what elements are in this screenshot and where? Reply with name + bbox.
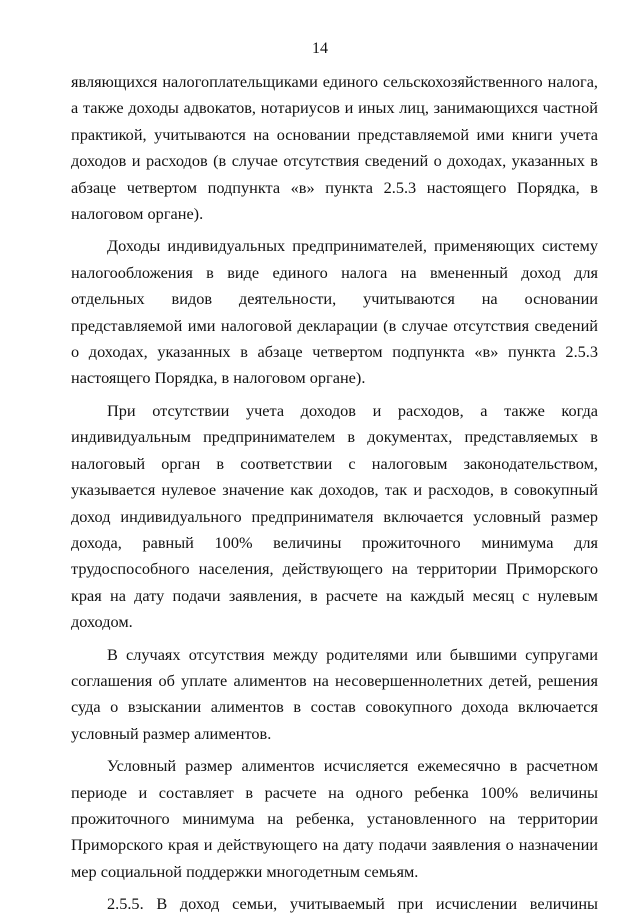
paragraph-alimony-absence: В случаях отсутствия между родителями или бывшими супругами соглашения об уплате алиментов на несовершеннолетних детей, решения суда о взыскании алиментов в состав совокупного дохода включается условный размер алиментов. <box>71 644 598 743</box>
paragraph-zero-income: При отсутствии учета доходов и расходов, а также когда индивидуальным предпринимателем в документах, представляемых в налоговый орган в соответствии с налоговым законодательством, указывается нулевое значение как доходов, так и расходов, в совокупный доход индивидуального предпринимателя включается условный размер дохода, равный 100% величины прожиточного минимума для трудоспособного населения, действующего на территории Приморского края на дату подачи заявления, в расчете на каждый месяц с нулевым доходом. <box>71 400 598 632</box>
document-body <box>71 69 598 924</box>
paragraph-alimony-size: Условный размер алиментов исчисляется ежемесячно в расчетном периоде и составляет в расчете на одного ребенка 100% величины прожиточного минимума на ребенка, установленного на территории Приморского края и действующего на дату подачи заявления о назначении мер социальной поддержки многодетным семьям. <box>71 756 598 881</box>
page-number: 14 <box>312 40 328 57</box>
paragraph-continuation: являющихся налогоплательщиками единого сельскохозяйственного налога, а также доходы адвокатов, нотариусов и иных лиц, занимающихся частной практикой, учитываются на основании представляемой ими книги учета доходов и расходов (в случае отсутствия сведений о доходах, указанных в абзаце четвертом подпункта «в» пункта 2.5.3 настоящего Порядка, в налоговом органе). <box>71 72 598 224</box>
paragraph-section-2-5-5: 2.5.5. В доход семьи, учитываемый при исчислении величины <box>107 894 598 914</box>
paragraph-entrepreneur-income: Доходы индивидуальных предпринимателей, применяющих систему налогообложения в виде единого налога на вмененный доход для отдельных видов деятельности, учитываются на основании представляемой ими налоговой декларации (в случае отсутствия сведений о доходах, указанных в абзаце четвертом подпункта «в» пункта 2.5.3 настоящего Порядка, в налоговом органе). <box>71 236 598 388</box>
